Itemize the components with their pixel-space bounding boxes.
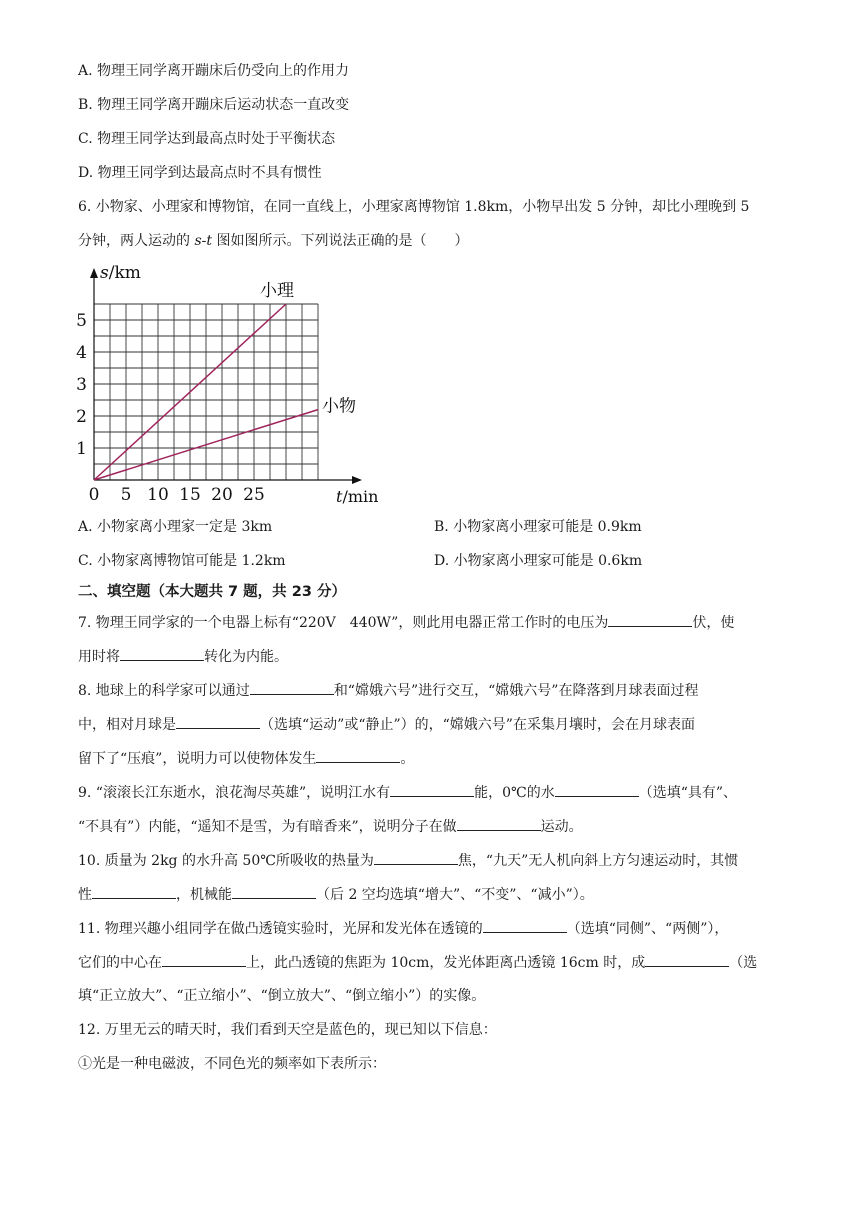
q8-text-d: （选填“运动”或“静止”）的，“嫦娥六号”在采集月壤时，会在月球表面 bbox=[260, 717, 695, 733]
q10-line2 bbox=[78, 884, 594, 905]
y-tick-label: 1 bbox=[76, 439, 87, 459]
q6-s-var: s bbox=[194, 233, 202, 249]
q7-text-a: 7. 物理王同学家的一个电器上标有“220V 440W”，则此用电器正常工作时的电压为 bbox=[78, 615, 609, 631]
q9-text-a: 9. “滚滚长江东逝水，浪花淘尽英雄”，说明江水有 bbox=[78, 785, 391, 801]
q11-text-a: 11. 物理兴趣小组同学在做凸透镜实验时，光屏和发光体在透镜的 bbox=[78, 921, 483, 937]
q6-option-c: C. 小物家离博物馆可能是 1.2km bbox=[78, 553, 286, 569]
answer-blank bbox=[250, 680, 334, 695]
x-axis-label: t/min bbox=[336, 487, 379, 506]
series-label: 小理 bbox=[260, 281, 294, 301]
q7-text-d: 转化为内能。 bbox=[204, 649, 288, 665]
q12-line2: ①光是一种电磁波，不同色光的频率如下表所示： bbox=[78, 1056, 386, 1072]
q8-line2 bbox=[78, 714, 695, 735]
q6-option-b: B. 小物家离小理家可能是 0.9km bbox=[434, 519, 642, 535]
answer-blank bbox=[92, 884, 176, 899]
q6-stem-text: 分钟，两人运动的 bbox=[78, 233, 195, 249]
answer-blank bbox=[608, 612, 692, 627]
q6-t-var: t bbox=[206, 233, 213, 249]
q7-text-b: 伏，使 bbox=[692, 615, 735, 631]
answer-blank bbox=[374, 850, 458, 865]
q5-option-b: B. 物理王同学离开蹦床后运动状态一直改变 bbox=[78, 97, 350, 113]
q8-text-b: 和“嫦娥六号”进行交互，“嫦娥六号”在降落到月球表面过程 bbox=[333, 683, 699, 699]
q9-text-b: 能，0℃的水 bbox=[474, 785, 555, 801]
q6-option-a: A. 小物家离小理家一定是 3km bbox=[78, 519, 273, 535]
q7-line1 bbox=[78, 612, 734, 633]
x-tick-label: 20 bbox=[211, 485, 233, 505]
q7-text-c: 用时将 bbox=[78, 649, 120, 665]
q6-stem-tail: 图如图所示。下列说法正确的是（ ） bbox=[212, 233, 469, 249]
answer-blank bbox=[483, 918, 567, 933]
y-tick-label: 4 bbox=[76, 343, 87, 363]
q8-line3 bbox=[78, 748, 414, 769]
q8-text-c: 中，相对月球是 bbox=[78, 717, 176, 733]
q6-dash: - bbox=[201, 233, 207, 249]
y-tick-label: 3 bbox=[76, 375, 87, 395]
x-tick-label: 5 bbox=[120, 485, 132, 505]
q6-stem-line1: 6. 小物家、小理家和博物馆，在同一直线上，小理家离博物馆 1.8km，小物早出发 5 分钟，却比小理晚到 5 bbox=[78, 199, 750, 215]
x-axis-arrow bbox=[352, 476, 362, 484]
x-tick-label: 10 bbox=[147, 485, 169, 505]
answer-blank bbox=[645, 952, 729, 967]
q11-line3: 填“正立放大”、“正立缩小”、“倒立放大”、“倒立缩小”）的实像。 bbox=[78, 988, 486, 1004]
q11-text-e: （选 bbox=[729, 955, 758, 971]
q6-option-d: D. 小物家离小理家可能是 0.6km bbox=[434, 553, 643, 569]
q8-text-f: 。 bbox=[400, 751, 415, 767]
answer-blank bbox=[120, 646, 204, 661]
st-chart bbox=[70, 258, 390, 510]
q11-line2 bbox=[78, 952, 757, 973]
answer-blank bbox=[555, 782, 639, 797]
y-tick-label: 2 bbox=[76, 407, 87, 427]
q10-text-e: （后 2 空均选填“增大”、“不变”、“减小”）。 bbox=[316, 887, 594, 903]
x-tick-label: 25 bbox=[243, 485, 265, 505]
y-axis-arrow bbox=[90, 268, 98, 278]
q10-line1 bbox=[78, 850, 738, 871]
q5-option-d: D. 物理王同学到达最高点时不具有惯性 bbox=[78, 165, 322, 181]
q8-text-e: 留下了“压痕”，说明力可以使物体发生 bbox=[78, 751, 317, 767]
q10-text-a: 10. 质量为 2kg 的水升高 50℃所吸收的热量为 bbox=[78, 853, 374, 869]
answer-blank bbox=[176, 714, 260, 729]
q8-line1 bbox=[78, 680, 698, 701]
q10-text-d: ，机械能 bbox=[176, 887, 232, 903]
x-tick-label: 15 bbox=[179, 485, 201, 505]
q5-option-c: C. 物理王同学达到最高点时处于平衡状态 bbox=[78, 131, 336, 147]
q9-line2 bbox=[78, 816, 583, 837]
q11-text-d: 上，此凸透镜的焦距为 10cm，发光体距离凸透镜 16cm 时，成 bbox=[246, 955, 646, 971]
y-axis-label: s/km bbox=[100, 263, 141, 283]
q9-text-e: 运动。 bbox=[540, 819, 583, 835]
section-heading: 二、填空题（本大题共 7 题，共 23 分） bbox=[78, 584, 346, 600]
q11-text-b: （选填“同侧”、“两侧”）， bbox=[566, 921, 729, 937]
y-tick-label: 5 bbox=[76, 311, 87, 331]
q10-text-c: 性 bbox=[78, 887, 92, 903]
q5-option-a: A. 物理王同学离开蹦床后仍受向上的作用力 bbox=[78, 63, 350, 79]
answer-blank bbox=[390, 782, 474, 797]
q9-text-d: “不具有”）内能，“遥知不是雪，为有暗香来”，说明分子在做 bbox=[78, 819, 457, 835]
q6-stem-line2 bbox=[78, 231, 468, 251]
q11-text-c: 它们的中心在 bbox=[78, 955, 162, 971]
answer-blank bbox=[232, 884, 316, 899]
answer-blank bbox=[457, 816, 541, 831]
series-label: 小物 bbox=[322, 396, 356, 417]
q9-text-c: （选填“具有”、 bbox=[638, 785, 738, 801]
q11-line1 bbox=[78, 918, 728, 939]
q7-line2 bbox=[78, 646, 288, 667]
q10-text-b: 焦，“九天”无人机向斜上方匀速运动时，其惯 bbox=[457, 853, 739, 869]
x-tick-label: 0 bbox=[88, 485, 100, 505]
q12-line1: 12. 万里无云的晴天时，我们看到天空是蓝色的，现已知以下信息： bbox=[78, 1022, 497, 1038]
q9-line1 bbox=[78, 782, 737, 803]
answer-blank bbox=[162, 952, 246, 967]
answer-blank bbox=[316, 748, 400, 763]
q8-text-a: 8. 地球上的科学家可以通过 bbox=[78, 683, 250, 699]
